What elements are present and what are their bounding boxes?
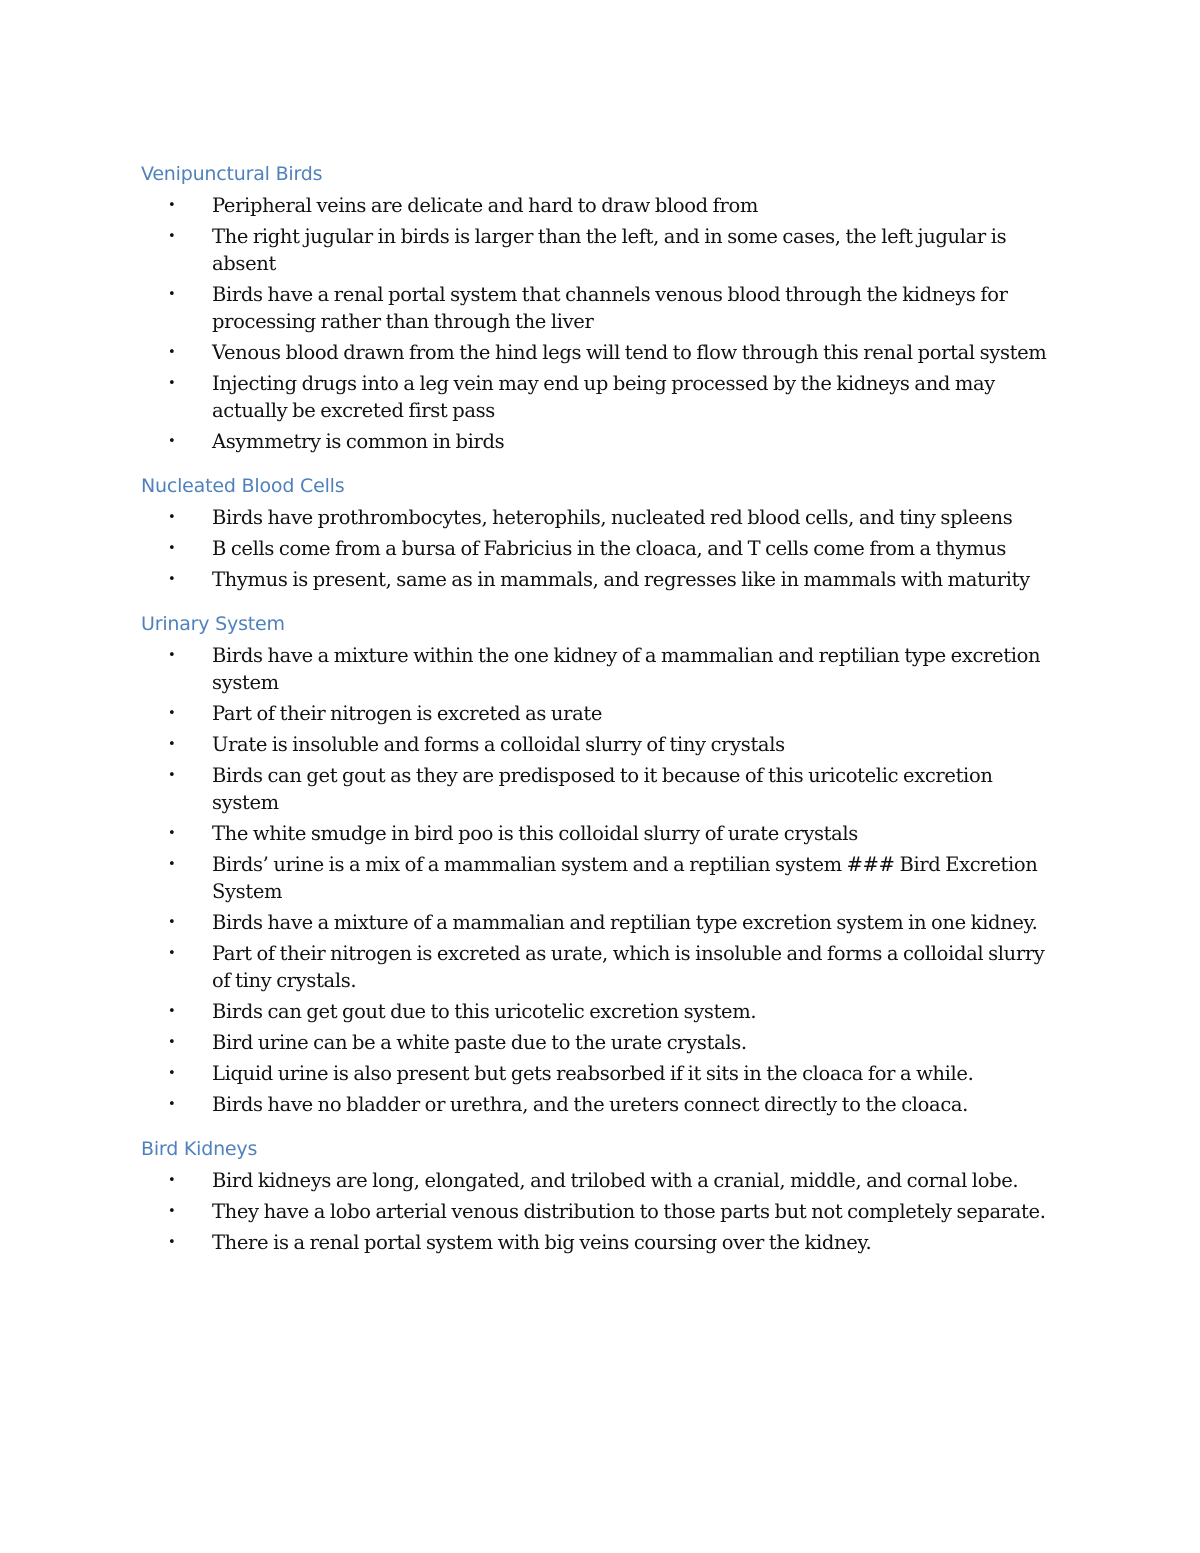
list-item <box>141 223 1061 277</box>
bullet-icon: • <box>168 434 176 449</box>
bullet-list <box>141 192 1061 455</box>
list-item <box>141 1167 1061 1194</box>
bullet-icon: • <box>168 1097 176 1112</box>
list-item <box>141 1060 1061 1087</box>
list-item-text: Asymmetry is common in birds <box>212 430 505 453</box>
bullet-list <box>141 642 1061 1118</box>
bullet-icon: • <box>168 1235 176 1250</box>
section-venipunctural-birds <box>141 160 1061 455</box>
list-item <box>141 1198 1061 1225</box>
list-item-text: Birds have no bladder or urethra, and the ureters connect directly to the cloaca. <box>212 1093 969 1116</box>
list-item-text: Birds have a mixture of a mammalian and reptilian type excretion system in one kidney. <box>212 911 1038 934</box>
list-item <box>141 762 1061 816</box>
bullet-icon: • <box>168 648 176 663</box>
bullet-list <box>141 504 1061 593</box>
list-item <box>141 642 1061 696</box>
section-bird-kidneys <box>141 1135 1061 1256</box>
bullet-icon: • <box>168 1035 176 1050</box>
bullet-icon: • <box>168 287 176 302</box>
bullet-list <box>141 1167 1061 1256</box>
list-item-text: Injecting drugs into a leg vein may end up being processed by the kidneys and may actually be excreted first pass <box>212 372 995 422</box>
list-item <box>141 566 1061 593</box>
bullet-icon: • <box>168 706 176 721</box>
list-item <box>141 998 1061 1025</box>
list-item-text: Venous blood drawn from the hind legs will tend to flow through this renal portal system <box>212 341 1047 364</box>
list-item-text: Liquid urine is also present but gets reabsorbed if it sits in the cloaca for a while. <box>212 1062 974 1085</box>
list-item <box>141 940 1061 994</box>
list-item <box>141 535 1061 562</box>
bullet-icon: • <box>168 510 176 525</box>
list-item-text: Bird urine can be a white paste due to the urate crystals. <box>212 1031 747 1054</box>
list-item-text: Bird kidneys are long, elongated, and trilobed with a cranial, middle, and cornal lobe. <box>212 1169 1019 1192</box>
bullet-icon: • <box>168 826 176 841</box>
bullet-icon: • <box>168 198 176 213</box>
list-item <box>141 370 1061 424</box>
list-item <box>141 192 1061 219</box>
list-item-text: Peripheral veins are delicate and hard to draw blood from <box>212 194 759 217</box>
list-item-text: Thymus is present, same as in mammals, and regresses like in mammals with maturity <box>212 568 1030 591</box>
list-item <box>141 1091 1061 1118</box>
section-urinary-system <box>141 610 1061 1118</box>
bullet-icon: • <box>168 1173 176 1188</box>
section-heading: Urinary System <box>141 613 285 635</box>
bullet-icon: • <box>168 376 176 391</box>
list-item <box>141 731 1061 758</box>
list-item <box>141 909 1061 936</box>
list-item-text: Part of their nitrogen is excreted as urate <box>212 702 603 725</box>
bullet-icon: • <box>168 737 176 752</box>
list-item <box>141 281 1061 335</box>
section-heading: Bird Kidneys <box>141 1138 258 1160</box>
list-item <box>141 504 1061 531</box>
list-item-text: Birds have a renal portal system that channels venous blood through the kidneys for processing rather than through the liver <box>212 283 1008 333</box>
list-item-text: Birds’ urine is a mix of a mammalian system and a reptilian system ### Bird Excretion System <box>212 853 1038 903</box>
bullet-icon: • <box>168 1204 176 1219</box>
list-item-text: There is a renal portal system with big veins coursing over the kidney. <box>212 1231 872 1254</box>
list-item-text: B cells come from a bursa of Fabricius in the cloaca, and T cells come from a thymus <box>212 537 1007 560</box>
bullet-icon: • <box>168 229 176 244</box>
list-item <box>141 700 1061 727</box>
list-item-text: The right jugular in birds is larger than the left, and in some cases, the left jugular is absent <box>212 225 1007 275</box>
list-item-text: Birds can get gout as they are predisposed to it because of this uricotelic excretion system <box>212 764 993 814</box>
list-item-text: They have a lobo arterial venous distribution to those parts but not completely separate. <box>212 1200 1046 1223</box>
list-item <box>141 428 1061 455</box>
bullet-icon: • <box>168 1066 176 1081</box>
section-nucleated-blood-cells <box>141 472 1061 593</box>
list-item <box>141 1229 1061 1256</box>
section-heading: Venipunctural Birds <box>141 163 323 185</box>
bullet-icon: • <box>168 1004 176 1019</box>
bullet-icon: • <box>168 572 176 587</box>
list-item-text: Birds have a mixture within the one kidney of a mammalian and reptilian type excretion system <box>212 644 1041 694</box>
list-item-text: Birds can get gout due to this uricotelic excretion system. <box>212 1000 757 1023</box>
bullet-icon: • <box>168 541 176 556</box>
list-item-text: Part of their nitrogen is excreted as urate, which is insoluble and forms a colloidal slurry of tiny crystals. <box>212 942 1045 992</box>
bullet-icon: • <box>168 768 176 783</box>
bullet-icon: • <box>168 345 176 360</box>
list-item-text: Urate is insoluble and forms a colloidal slurry of tiny crystals <box>212 733 785 756</box>
bullet-icon: • <box>168 946 176 961</box>
list-item <box>141 820 1061 847</box>
list-item <box>141 339 1061 366</box>
bullet-icon: • <box>168 857 176 872</box>
bullet-icon: • <box>168 915 176 930</box>
document-content <box>141 160 1061 1273</box>
list-item <box>141 851 1061 905</box>
list-item-text: The white smudge in bird poo is this colloidal slurry of urate crystals <box>212 822 858 845</box>
list-item <box>141 1029 1061 1056</box>
list-item-text: Birds have prothrombocytes, heterophils, nucleated red blood cells, and tiny spleens <box>212 506 1013 529</box>
section-heading: Nucleated Blood Cells <box>141 475 345 497</box>
